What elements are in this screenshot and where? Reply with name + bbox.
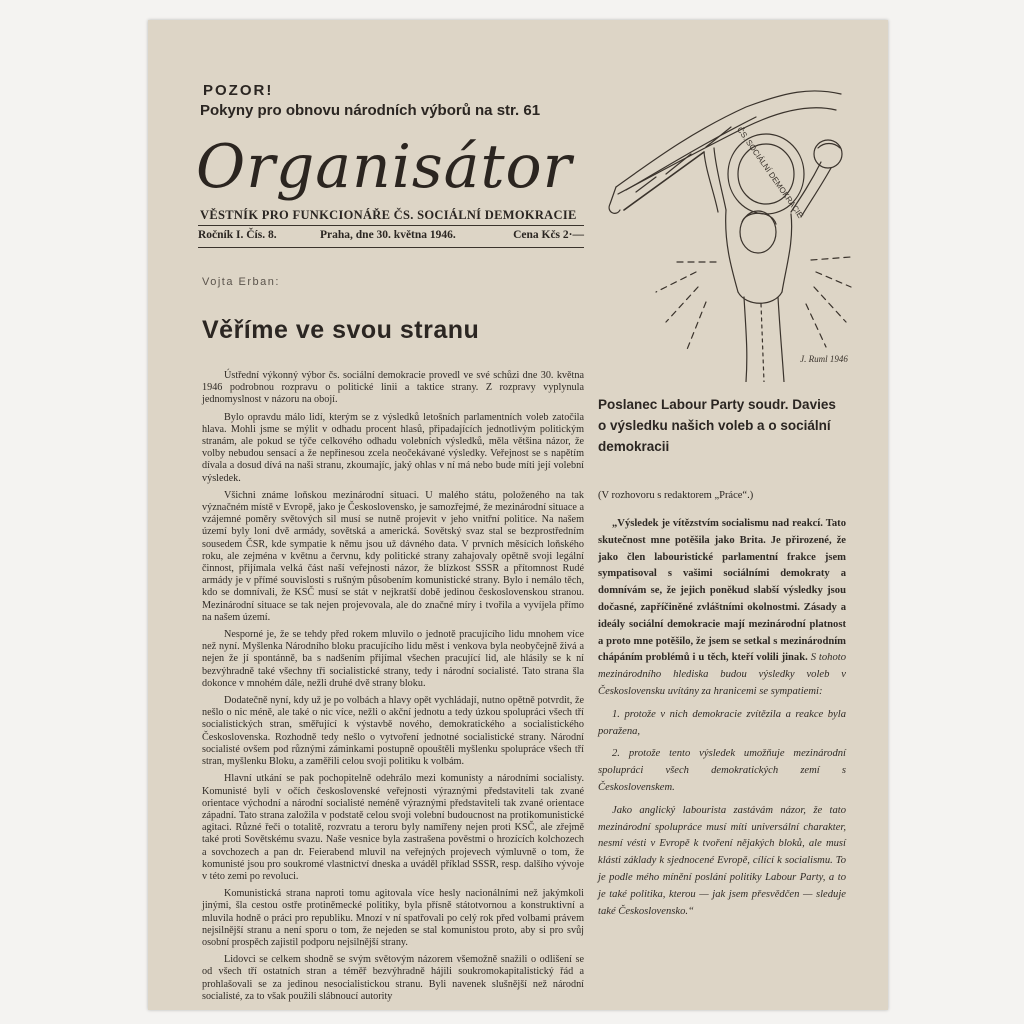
sidebar-intro: (V rozhovoru s redaktorem „Práce“.): [598, 490, 754, 501]
masthead-subtitle: VĚSTNÍK PRO FUNKCIONÁŘE ČS. SOCIÁLNÍ DEMOKRACIE: [200, 208, 577, 222]
torch-bearer-with-flag-illustration: [596, 82, 866, 382]
pozor-notice: POZOR!: [203, 82, 274, 99]
sidebar-point-1: 1. protože v nich demokracie zvítězila a reakce byla poražena,: [598, 708, 846, 737]
sidebar-body: [598, 516, 846, 926]
article-paragraph: Lidovci se celkem shodně se svým světovým názorem všemožně snažili o odlišení se od všech tří ostatních stran a téměř bezvýhradně hájili soukromokapitalistický řád a prohlašovali se za jedinou nesocialistickou stranu. Byli navenek slušnější než národní socialisté, za to však použili slábnoucí autority: [202, 954, 584, 1002]
article-paragraph: Komunistická strana naproti tomu agitovala více hesly nacionálními než jakýmkoli jinými, šla cestou ostře protiněmecké politiky, byla přísně státotvornou a konstruktivní a mluvila hodně o práci pro republiku. Mnozí v ní spatřovali po celý rok před volbami právem nejsilnější stranu a není sporu o tom, že nejeden se stal komunistou proto, aby si pro svůj osobní prospěch zajistil podporu nejsilnější strany.: [202, 888, 584, 948]
masthead-rule-bottom: [198, 247, 584, 248]
sidebar-point-2: 2. protože tento výsledek umožňuje mezinárodní spolupráci všech demokratických zemí s Československem.: [598, 748, 846, 793]
article-headline: Věříme ve svou stranu: [202, 316, 480, 344]
article-paragraph: Nesporné je, že se tehdy před rokem mluvilo o jednotě pracujícího lidu mnohem více než nyní. Myšlenka Národního bloku pracujícího lidu měst i venkova byla neobyčejně živá a nejen že jí spontánně, ba s nadšením přijímal všechen pracující lid, ale hlásily se k ní bezvýhradně také všechny tři socialistické strany, tedy i národní socialisté. Tato strana šla dokonce v mnohém dále, nežli druhé dvě strany bloku.: [202, 629, 584, 689]
issue-price: Cena Kčs 2·—: [513, 229, 584, 241]
notice-line: Pokyny pro obnovu národních výborů na str. 61: [200, 102, 541, 119]
issue-date: Praha, dne 30. května 1946.: [320, 229, 456, 241]
article-paragraph: Hlavní utkání se pak pochopitelně odehrálo mezi komunisty a národními socialisty. Komunisté byli v očích československé veřejnosti výraznými představiteli tak zvané orientace východní a národní socialisté neméně výraznými představiteli tak zvané orientace západní. Tato strana založila v podstatě celou svoji volební budoucnost na protikomunistické agitaci. Různé řeči o totalitě, rozvratu a teroru byly namířeny nejen proti KSČ, ale zřejmě také proti Sovětskému svazu. Naše vesnice byla zastrašena pověstmi o hrozících kolchozech a sovchozech a pan dr. Feierabend mluvil na veřejných projevech výmluvně o tom, že komunisté jsou pro soukromé vlastnictví dneska a uváděl příklad SSSR, resp. dalšího vývoje v této zemi po revoluci.: [202, 773, 584, 882]
article-author: Vojta Erban:: [202, 276, 280, 288]
newspaper-page: [148, 20, 888, 1010]
article-body: [202, 370, 584, 1008]
article-paragraph: Dodatečně nyní, kdy už je po volbách a hlavy opět vychládají, nutno opětně potvrdit, že nešlo o nic méně, ale také o nic více, nežli o akční jednotu a tedy úzkou spolupráci všech tří socialistických stran, směřující k výstavbě nového, demokratického a socialistického Československa. Rozhodně tedy nešlo o vytvoření jednotné socialistické strany. Národní socialisté ovšem pod různými záminkami postupně opouštěli myšlenku spolupráce všech tří stran, myšlenku Bloku, a zaměřili celou svoji politiku k volbám.: [202, 695, 584, 768]
sidebar-quote-bold: „Výsledek je vítězstvím socialismu nad reakcí. Tato skutečnost mne potěšila jako Brita. Je přirozené, že jako člen labouristické parlamentní frakce jsem sympatisoval s vašimi sociálními demokraty a domnívám se, že jejich poněkud slabší výsledky jsou dočasné, zapříčiněné zvláštními okolnostmi. Zásady a ideály sociální demokracie mají mezinárodní platnost a proto mne potěšilo, že jsem se setkal s mezinárodním chápáním problémů i u těch, kteří volili jinak.: [598, 518, 846, 664]
masthead-rule-top: [198, 225, 584, 226]
sidebar-headline: Poslanec Labour Party soudr. Davies o výsledku našich voleb a o sociální demokracii: [598, 397, 836, 454]
masthead-title: Organisátor: [196, 132, 573, 202]
artist-signature: J. Ruml 1946: [800, 354, 848, 364]
sidebar-closing: Jako anglický labourista zastávám názor, že tato mezinárodní spolupráce musí míti universální charakter, nesmí vésti v Evropě k tvoření nějakých bloků, ale musí klásti základy k sjednocené Evropě, cílící k socialismu. To je podle mého mínění poslání politiky Labour Party, a to je také politika, kterou — jak jsem přesvědčen — sleduje také Československo.“: [598, 804, 846, 917]
emblem-text: ČS. SOCIÁLNÍ DEMOKRACIE: [735, 125, 805, 220]
article-paragraph: Bylo opravdu málo lidí, kterým se z výsledků letošních parlamentních voleb zatočila hlava. Mohli jsme se mýlit v odhadu procent hlasů, připadajících jednotlivým politickým stranám, ale pokud se týče celkového odhadu volebních výsledků, měla většina názor, že volby nebudou sensací a že nepřinesou zcela neočekávané výsledky. Veřejnost se s napětím dívala a dosud dívá na naši stranu, zkoumajíc, jaký ohlas v ní má nebo bude míti její volební výsledek.: [202, 411, 584, 484]
article-paragraph: Ústřední výkonný výbor čs. sociální demokracie provedl ve své schůzi dne 30. května 1946 podrobnou rozpravu o politické linii a taktice strany. Z rozpravy vyplynula jednomyslnost v názoru na obojí.: [202, 370, 584, 406]
article-paragraph: Všichni známe loňskou mezinárodní situaci. U malého státu, položeného na tak význačném místě v Evropě, jako je Československo, je samozřejmé, že mezinárodní situace a vzájemné poměry světových sil musí se nutně projevit v jeho vnitřní politice. Na našem území byly loni dvě armády, sovětská a americká. Sovětský svaz stal se bezprostředním sousedem ČSR, kde sympatie k němu jsou už dávného data. V prvních měsících loňského roku, ale zejména v květnu a červnu, kdy politické strany zahajovaly opětně svoji legální činnost, přijímala velká část naší veřejnosti názor, že blízkost SSSR a přítomnost Rudé armády je v přímé souvislosti s rušným působením komunistické strany. Bylo i nemálo těch, kdo se domnívali, že KSČ musí se stát v nejkratší době jedinou československou stranou. Mezinárodní situace se tak nejen projevovala, ale do značné míry i tvořila a vyvíjela přímo na našem území.: [202, 489, 584, 623]
issue-number: Ročník I. Čís. 8.: [198, 229, 277, 241]
sidebar-quote-italic: S tohoto mezinárodního hlediska budou výsledky voleb v Československu uvítány za hranicemi se sympatiemi:: [598, 652, 846, 697]
